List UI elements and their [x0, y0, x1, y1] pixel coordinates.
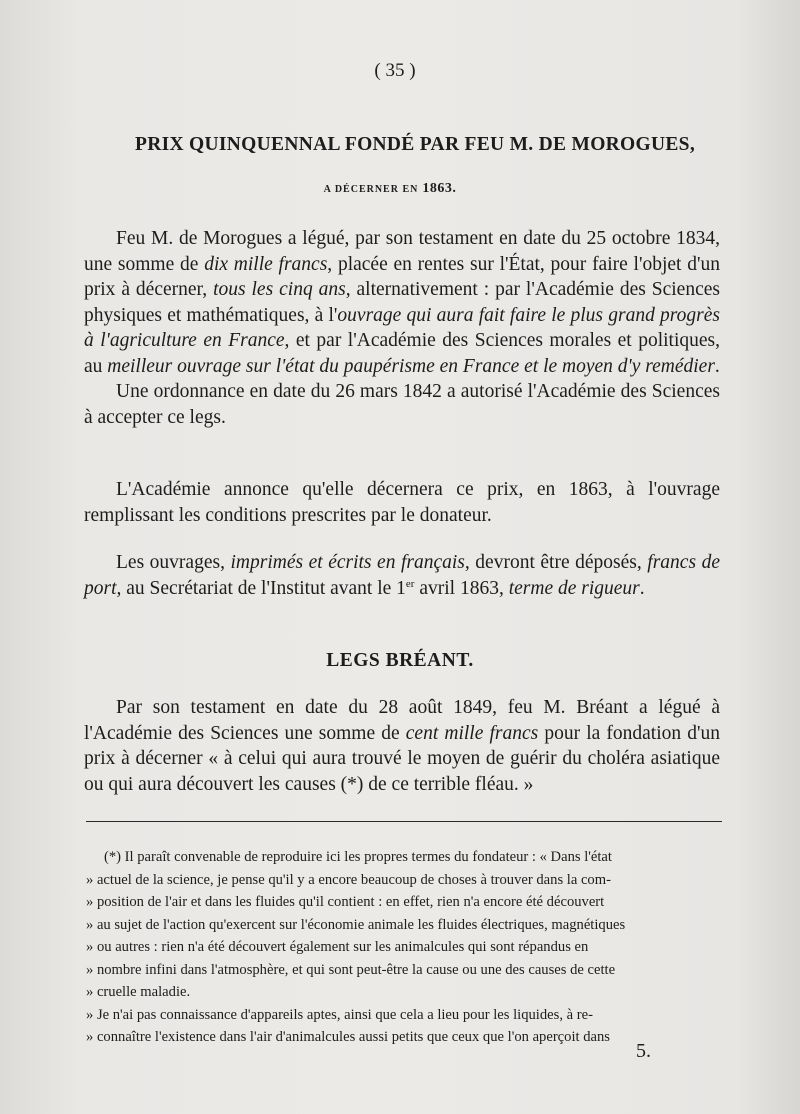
- footnote-line: » au sujet de l'action qu'exercent sur l'économie animale les fluides électriques, magnétiques: [86, 916, 626, 933]
- submission-body: [84, 550, 720, 601]
- prize-title: PRIX QUINQUENNAL FONDÉ PAR FEU M. DE MOROGUES,: [135, 134, 695, 155]
- signature-mark: 5.: [636, 1040, 651, 1062]
- footnote-line: » Je n'ai pas connaissance d'appareils aptes, ainsi que cela a lieu pour les liquides, à re-: [86, 1006, 593, 1023]
- paragraph-ordinance: Une ordonnance en date du 26 mars 1842 a autorisé l'Académie des Sciences à accepter ce legs.: [84, 381, 720, 428]
- breant-body: [84, 695, 720, 797]
- text-run: devront être déposés,: [469, 552, 648, 573]
- footnote-line: » nombre infini dans l'atmosphère, et qui sont peut-être la cause ou une des causes de cette: [86, 961, 616, 978]
- italic-run: imprimés et écrits en français,: [230, 552, 470, 573]
- section-title-breant: LEGS BRÉANT.: [326, 650, 474, 671]
- text-run: , alternativement : par l'Académie des Sciences physiques et mathématiques, à l': [84, 279, 720, 326]
- text-run: , et par l'Académie des Sciences morales et politiques, au: [84, 330, 720, 377]
- italic-run: ouvrage qui aura fait faire le plus grand progrès à l'agriculture en France: [84, 304, 720, 351]
- footnote-line: (*) Il paraît convenable de reproduire ici les propres termes du fondateur : « Dans l'état: [104, 849, 612, 865]
- morogues-body: [84, 226, 720, 430]
- italic-run: francs de port,: [84, 552, 720, 599]
- italic-run: dix mille francs: [204, 253, 328, 275]
- page-number: ( 35 ): [374, 60, 416, 81]
- text-run: Feu M. de Morogues a légué, par son testament en date du 25 octobre 1834, une somme de: [84, 228, 720, 275]
- italic-run: cent mille francs: [405, 722, 539, 744]
- text-run: .: [714, 355, 720, 377]
- announcement-body: [84, 477, 720, 528]
- italic-run: terme de rigueur: [508, 577, 640, 599]
- text-run: Par son testament en date du 28 août 1849, feu M. Bréant a légué à l'Académie des Sciences une somme de: [84, 697, 720, 744]
- superscript: er: [405, 577, 415, 590]
- text-run: avril 1863,: [414, 577, 509, 599]
- prize-subtitle: [0, 181, 780, 197]
- text-run: , placée en rentes sur l'État, pour faire l'objet d'un prix à décerner,: [84, 253, 720, 300]
- paragraph-submission: [84, 550, 720, 601]
- paragraph-announcement: L'Académie annonce qu'elle décernera ce prix, en 1863, à l'ouvrage remplissant les conditions prescrites par le donateur.: [84, 479, 720, 526]
- paragraph-bequest: [84, 226, 720, 379]
- text-run: .: [639, 577, 645, 599]
- italic-run: tous les cinq ans: [213, 279, 346, 300]
- subtitle-year: 1863.: [422, 181, 457, 196]
- footnote-line: » connaître l'existence dans l'air d'animalcules aussi petits que ceux que l'on aperçoit dans: [86, 1029, 610, 1045]
- footnote-line: » ou autres : rien n'a été découvert également sur les animalcules qui sont répandus en: [86, 939, 589, 955]
- footnote-divider: [86, 821, 722, 822]
- footnote-line: » cruelle maladie.: [86, 984, 191, 1000]
- footnote: [86, 846, 722, 1049]
- footnote-line: » position de l'air et dans les fluides qu'il contient : en effet, rien n'a encore été découvert: [86, 894, 605, 910]
- subtitle-prefix: A DÉCERNER EN: [323, 184, 419, 195]
- paragraph-breant: [84, 695, 720, 797]
- text-run: au Secrétariat de l'Institut avant le 1: [121, 577, 406, 599]
- text-run: Les ouvrages,: [116, 552, 231, 573]
- text-run: pour la fondation d'un prix à décerner « à celui qui aura trouvé le moyen de guérir du choléra asiatique ou qui aura découvert les causes (*) de ce terrible fléau. »: [84, 722, 720, 795]
- footnote-line: » actuel de la science, je pense qu'il y a encore beaucoup de choses à trouver dans la com-: [86, 871, 611, 888]
- italic-run: meilleur ouvrage sur l'état du paupérisme en France et le moyen d'y remédier: [107, 355, 715, 377]
